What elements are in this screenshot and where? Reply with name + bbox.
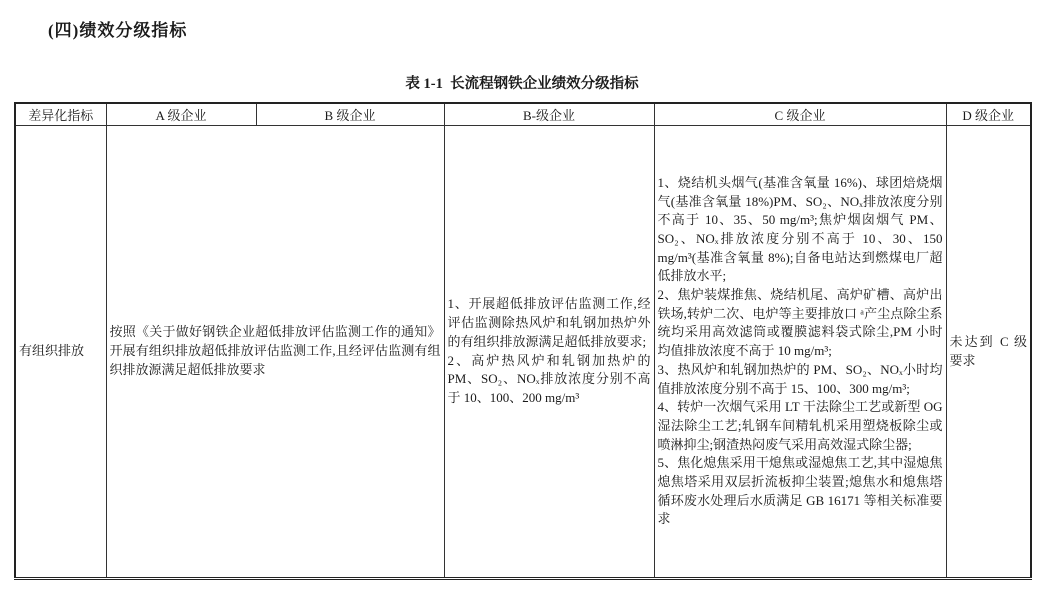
grade-d-cell: 未达到 C 级要求 bbox=[946, 126, 1031, 579]
grade-b-minus-cell bbox=[444, 126, 654, 579]
list-item: 3、热风炉和轧钢加热炉的 PM、SO₂、NOₓ小时均值排放浓度分别不高于 15、100、300 mg/m³; bbox=[657, 361, 943, 396]
list-item: 1、烧结机头烟气(基准含氧量 16%)、球团焙烧烟气(基准含氧量 18%)PM、SO₂、NOₓ排放浓度分别不高于 10、35、50 mg/m³;焦炉烟囱烟气 PM、SO₂、NOₓ排放浓度分别不高于 10、30、150 mg/m³(基准含氧量 8%);自备电站达到燃煤电厂超低排放水平; bbox=[657, 174, 943, 284]
grade-ab-cell: 按照《关于做好钢铁企业超低排放评估监测工作的通知》开展有组织排放超低排放评估监测工作,且经评估监测有组织排放源满足超低排放要求 bbox=[106, 126, 444, 579]
list-item: 2、焦炉装煤推焦、烧结机尾、高炉矿槽、高炉出铁场,转炉二次、电炉等主要排放口 ᵃ产尘点除尘系统均采用高效滤筒或覆膜滤料袋式除尘,PM 小时均值排放浓度不高于 10 mg/m³; bbox=[657, 287, 943, 359]
col-header-indicator: 差异化指标 bbox=[15, 103, 106, 126]
table-row bbox=[15, 126, 1031, 579]
grade-c-cell bbox=[654, 126, 946, 579]
list-item: 5、焦化熄焦采用干熄焦或湿熄焦工艺,其中湿熄焦熄焦塔采用双层折流板抑尘装置;熄焦水和熄焦塔循环废水处理后水质满足 GB 16171 等相关标准要求 bbox=[657, 455, 943, 527]
list-item: 2、高炉热风炉和轧钢加热炉的 PM、SO₂、NOₓ排放浓度分别不高于 10、100、200 mg/m³ bbox=[447, 352, 651, 405]
col-header-grade-a: A 级企业 bbox=[106, 103, 256, 126]
indicator-cell: 有组织排放 bbox=[15, 126, 106, 579]
col-header-grade-d: D 级企业 bbox=[946, 103, 1031, 126]
col-header-grade-b-minus: B-级企业 bbox=[444, 103, 654, 126]
section-heading: (四)绩效分级指标 bbox=[48, 21, 188, 40]
list-item: 1、开展超低排放评估监测工作,经评估监测除热风炉和轧钢加热炉外的有组织排放源满足超低排放要求; bbox=[447, 296, 651, 349]
col-header-grade-b: B 级企业 bbox=[256, 103, 444, 126]
col-header-grade-c: C 级企业 bbox=[654, 103, 946, 126]
table-title: 表 1-1 长流程钢铁企业绩效分级指标 bbox=[405, 76, 639, 92]
grading-table bbox=[14, 102, 1032, 580]
table-header-row bbox=[15, 103, 1031, 126]
list-item: 4、转炉一次烟气采用 LT 干法除尘工艺或新型 OG 湿法除尘工艺;轧钢车间精轧机采用塑烧板除尘或喷淋抑尘;钢渣热闷废气采用高效湿式除尘器; bbox=[657, 399, 943, 452]
